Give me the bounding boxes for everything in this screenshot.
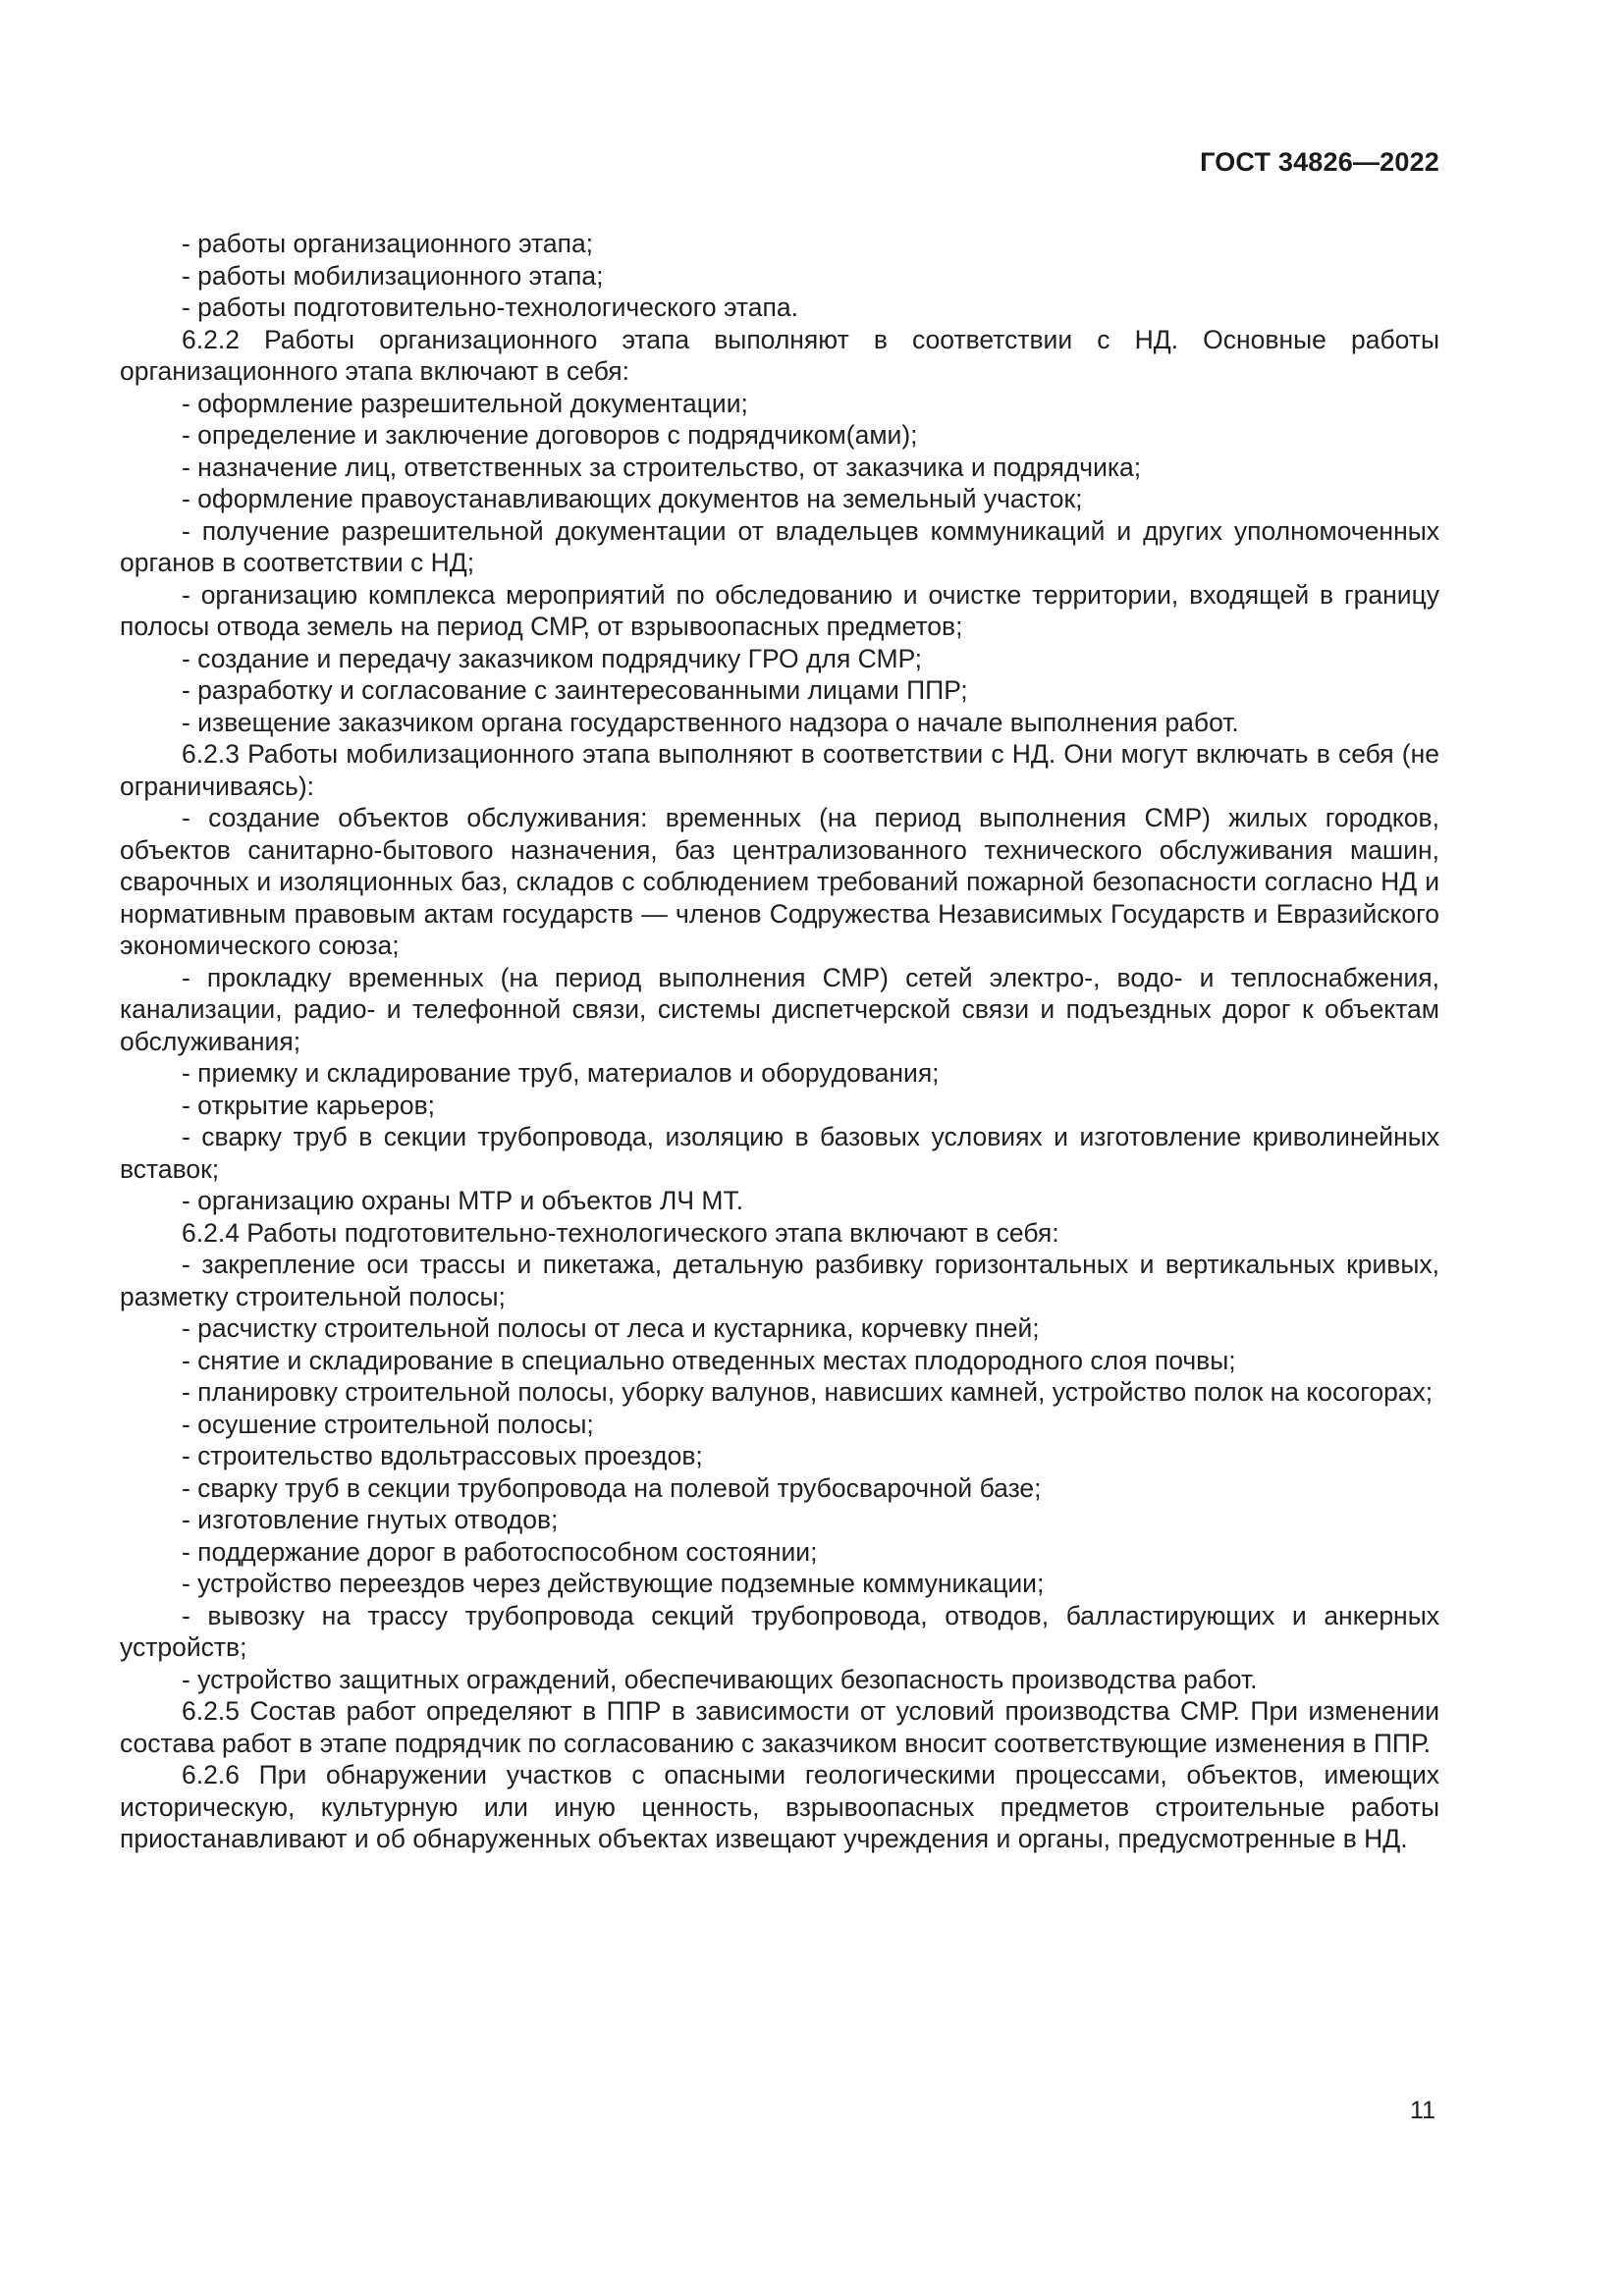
paragraph: - определение и заключение договоров с подрядчиком(ами); — [182, 420, 918, 450]
paragraph: - закрепление оси трассы и пикетажа, детальную разбивку горизонтальных и вертикальных кривых, разметку строительной полосы; — [120, 1250, 1439, 1311]
clause-6-2-3: 6.2.3 Работы мобилизационного этапа выполняют в соответствии с НД. Они могут включать в себя (не ограничиваясь): — [120, 739, 1439, 801]
paragraph: - расчистку строительной полосы от леса и кустарника, корчевку пней; — [182, 1313, 1040, 1343]
clause-6-2-2: 6.2.2 Работы организационного этапа выполняют в соответствии с НД. Основные работы организационного этапа включают в себя: — [120, 324, 1439, 386]
document-body — [120, 228, 1439, 1855]
paragraph: - устройство переездов через действующие подземные коммуникации; — [182, 1569, 1045, 1598]
paragraph: - планировку строительной полосы, уборку валунов, нависших камней, устройство полок на косогорах; — [182, 1377, 1434, 1407]
paragraph: - создание и передачу заказчиком подрядчику ГРО для СМР; — [182, 643, 923, 673]
paragraph: - вывозку на трассу трубопровода секций трубопровода, отводов, балластирующих и анкерных устройств; — [120, 1600, 1439, 1662]
paragraph: - поддержание дорог в работоспособном состоянии; — [182, 1536, 818, 1567]
paragraph: - изготовление гнутых отводов; — [182, 1505, 559, 1534]
paragraph: - сварку труб в секции трубопровода, изоляцию в базовых условиях и изготовление криволинейных вставок; — [120, 1122, 1439, 1184]
clause-6-2-6: 6.2.6 При обнаружении участков с опасными геологическими процессами, объектов, имеющих историческую, культурную или иную ценность, взрывоопасных предметов строительные работы приостанавливают и об обнаруженных объектах извещают учреждения и органы, предусмотренные в НД. — [120, 1760, 1439, 1853]
paragraph: - оформление разрешительной документации; — [182, 388, 748, 418]
paragraph: - организацию комплекса мероприятий по обследованию и очистке территории, входящей в границу полосы отвода земель на период СМР, от взрывоопасных предметов; — [120, 579, 1439, 641]
clause-6-2-4: 6.2.4 Работы подготовительно-технологического этапа включают в себя: — [182, 1217, 1059, 1248]
paragraph: - работы мобилизационного этапа; — [182, 260, 604, 291]
paragraph: - прокладку временных (на период выполнения СМР) сетей электро-, водо- и теплоснабжения, канализации, радио- и телефонной связи, системы диспетчерской связи и подъездных дорог к объектам обслуживания; — [120, 962, 1439, 1056]
paragraph: - открытие карьеров; — [182, 1090, 436, 1120]
paragraph: - извещение заказчиком органа государственного надзора о начале выполнения работ. — [182, 707, 1239, 737]
paragraph: - организацию охраны МТР и объектов ЛЧ МТ. — [182, 1186, 744, 1215]
paragraph: - сварку труб в секции трубопровода на полевой трубосварочной базе; — [182, 1472, 1042, 1503]
paragraph: - разработку и согласование с заинтересованными лицами ППР; — [182, 675, 968, 705]
standard-header: ГОСТ 34826—2022 — [1200, 147, 1439, 177]
paragraph: - снятие и складирование в специально отведенных местах плодородного слоя почвы; — [182, 1345, 1236, 1375]
page-number: 11 — [1410, 2097, 1435, 2124]
paragraph: - приемку и складирование труб, материалов и оборудования; — [182, 1058, 940, 1088]
paragraph: - работы подготовительно-технологического этапа. — [182, 293, 798, 322]
paragraph: - создание объектов обслуживания: временных (на период выполнения СМР) жилых городков, объектов санитарно-бытового назначения, баз централизованного технического обслуживания машин, сварочных и изоляционных баз, складов с соблюдением требований пожарной безопасности согласно НД и нормативным правовым актам государств — членов Содружества Независимых Государств и Евразийского экономического союза; — [120, 803, 1439, 960]
paragraph: - строительство вдольтрассовых проездов; — [182, 1441, 703, 1470]
paragraph: - работы организационного этапа; — [182, 229, 594, 258]
paragraph: - назначение лиц, ответственных за строительство, от заказчика и подрядчика; — [182, 452, 1142, 482]
paragraph: - получение разрешительной документации от владельцев коммуникаций и других уполномоченных органов в соответствии с НД; — [120, 515, 1439, 577]
clause-6-2-5: 6.2.5 Состав работ определяют в ППР в зависимости от условий производства СМР. При изменении состава работ в этапе подрядчик по согласованию с заказчиком вносит соответствующие изменения в ППР. — [120, 1696, 1439, 1758]
paragraph: - осушение строительной полосы; — [182, 1409, 594, 1439]
paragraph: - устройство защитных ограждений, обеспечивающих безопасность производства работ. — [182, 1664, 1258, 1694]
paragraph: - оформление правоустанавливающих документов на земельный участок; — [182, 484, 1083, 513]
